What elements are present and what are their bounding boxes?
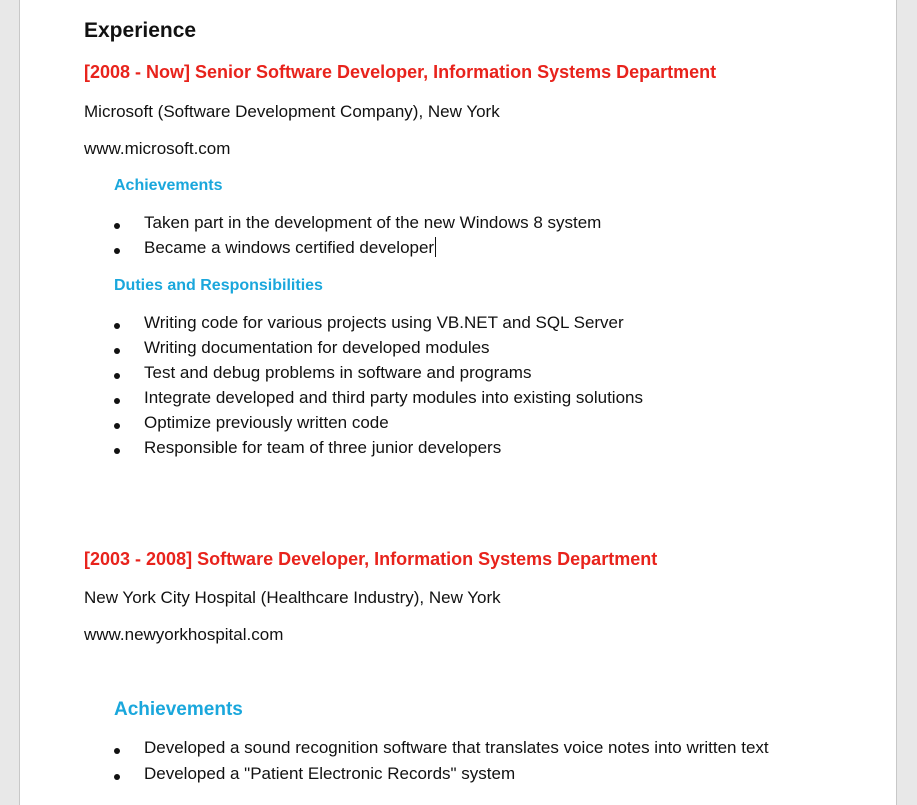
list-item: [114, 737, 769, 763]
list-item: [114, 237, 601, 262]
list-item: [114, 387, 643, 412]
bullet-icon: [114, 448, 120, 454]
text-cursor: [435, 237, 436, 257]
list-item-text: Developed a "Patient Electronic Records" system: [144, 764, 516, 783]
list-item-text: Taken part in the development of the new Windows 8 system: [144, 213, 602, 232]
bullet-icon: [114, 373, 120, 379]
job-1-achievements-heading: Achievements: [114, 177, 223, 194]
list-item-text: Optimize previously written code: [144, 413, 389, 432]
list-item-text: Integrate developed and third party modules into existing solutions: [144, 388, 643, 407]
document-page: [19, 0, 897, 805]
job-2-achievements-heading: Achievements: [114, 699, 243, 720]
list-item: [114, 362, 643, 387]
list-item: [114, 412, 643, 437]
job-1-achievements-list: [114, 212, 601, 262]
job-1-duties-list: [114, 312, 643, 462]
list-item: [114, 763, 769, 789]
bullet-icon: [114, 323, 120, 329]
list-item-text: Writing documentation for developed modules: [144, 338, 490, 357]
list-item-text: Writing code for various projects using VB.NET and SQL Server: [144, 313, 624, 332]
job-1-duties-heading: Duties and Responsibilities: [114, 277, 323, 294]
list-item-text: Test and debug problems in software and programs: [144, 363, 532, 382]
bullet-icon: [114, 423, 120, 429]
list-item: [114, 437, 643, 462]
list-item-text: Developed a sound recognition software that translates voice notes into written text: [144, 738, 769, 757]
job-1-title: [2008 - Now] Senior Software Developer, Information Systems Department: [84, 62, 717, 82]
list-item-text: Responsible for team of three junior developers: [144, 438, 502, 457]
bullet-icon: [114, 748, 120, 754]
list-item-text: Became a windows certified developer: [144, 238, 435, 257]
bullet-icon: [114, 348, 120, 354]
section-title-experience: Experience: [84, 19, 197, 42]
bullet-icon: [114, 398, 120, 404]
job-1-website: www.microsoft.com: [84, 139, 231, 158]
bullet-icon: [114, 248, 120, 254]
bullet-icon: [114, 774, 120, 780]
list-item: [114, 212, 601, 237]
list-item: [114, 312, 643, 337]
job-1-company: Microsoft (Software Development Company), New York: [84, 102, 500, 121]
list-item: [114, 337, 643, 362]
job-2-website: www.newyorkhospital.com: [84, 625, 284, 644]
job-2-title: [2003 - 2008] Software Developer, Information Systems Department: [84, 549, 658, 569]
job-2-achievements-list: [114, 737, 769, 789]
job-2-company: New York City Hospital (Healthcare Industry), New York: [84, 588, 501, 607]
bullet-icon: [114, 223, 120, 229]
